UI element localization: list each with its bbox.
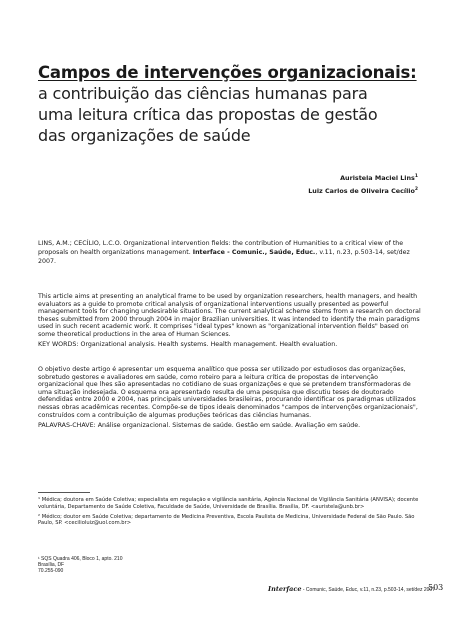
address-line-2: Brasília, DF [38,562,65,569]
title-sub-line-3: das organizações de saúde [38,126,251,145]
author-2: Luiz Carlos de Oliveira Cecílio$^2$ [308,187,418,196]
journal-name: Interface - Comunic., Saúde, Educ. [192,248,316,256]
footer-journal-brand: Interface [268,585,302,593]
resumo-text: O objetivo deste artigo é apresentar um esquema analítico que possa ser utilizado por estudiosos das organizações, sobretudo gestores e avaliadores em saúde, como roteiro para a leitura crítica de propostas de intervenção organizacional que lhes são apresentadas no cotidiano de suas organizações e que se pretendem transformadoras de uma situação indesejada. O esquema ora apresentado resulta de uma pesquisa que discutiu teses de doutorado defendidas entre 2000 e 2004, nas principais universidades brasileiras, procurando identificar os paradigmas utilizados nessas obras acadêmicas recentes. Compõe-se de tipos ideais denominados "campos de intervenções organizacionais", construídos com a contribuição de algumas produções teóricas das ciências humanas. [38,366,418,419]
title-sub-line-2: uma leitura crítica das propostas de gestão [38,105,378,124]
article-title [38,62,438,146]
title-main: Campos de intervenções organizacionais: [38,63,417,82]
running-footer [255,585,435,593]
footnote-2: ² Médico; doutor em Saúde Coletiva; departamento de Medicina Preventiva, Escola Paulista de Medicina, Universidade Federal de São Paulo. São Paulo, SP. <cecilioluiz@uol.com.br> [38,513,415,527]
address-line-3: 70.255-090 [38,568,64,575]
address-line-1: ¹ SQS Quadra 406, Bloco 1, apto. 210 [38,556,123,562]
citation-text: LINS, A.M.; CECÍLIO, L.C.O. Organizational intervention fields: the contribution of Humanities to a critical view of the proposals on health organizations management. [38,240,404,256]
resumo-keywords: PALAVRAS-CHAVE: Análise organizacional. Sistemas de saúde. Gestão em saúde. Avaliação em saúde. [38,422,361,430]
footnotes [38,497,423,530]
footnote-1: ¹ Médica; doutora em Saúde Coletiva; especialista em regulação e vigilância sanitária, Agência Nacional de Vigilância Sanitária (ANVISA); docente voluntária, Departamento de Saúde Coletiva, Faculdade de Saúde, Universidade de Brasília. Brasília, DF. <auristela@unb.br> [38,497,419,510]
abstract [38,293,423,348]
abstract-text: This article aims at presenting an analytical frame to be used by organization researchers, health managers, and health evaluators as a guide to promote critical analysis of organizational interventions usually presented as powerful management tools for changing undesirable situations. The current analytical scheme stems from a research on doctoral theses submitted from 2000 through 2004 in major Brazilian universities. It was intended to identify the main paradigms used in such recent academic work. It comprises "ideal types" known as "organizational intervention fields" based on some theoretical productions in the area of Human Sciences. [38,293,421,338]
citation-volume: , v.11, n.23, p.503-14, set/dez 2007. [38,248,410,265]
resumo [38,366,423,430]
page-number: 503 [428,583,444,592]
author-1: Auristela Maciel Lins$^1$ [340,174,418,183]
footnote-divider [38,492,90,493]
title-sub-line-1: a contribuição das ciências humanas para [38,84,368,103]
citation [38,240,423,266]
author-list [308,171,418,197]
correspondence-address [38,556,123,575]
abstract-keywords: KEY WORDS: Organizational analysis. Health systems. Health management. Health evaluation. [38,340,338,348]
footer-text: - Comunic, Saúde, Educ, v.11, n.23, p.503-14, set/dez 2007 [301,587,435,593]
